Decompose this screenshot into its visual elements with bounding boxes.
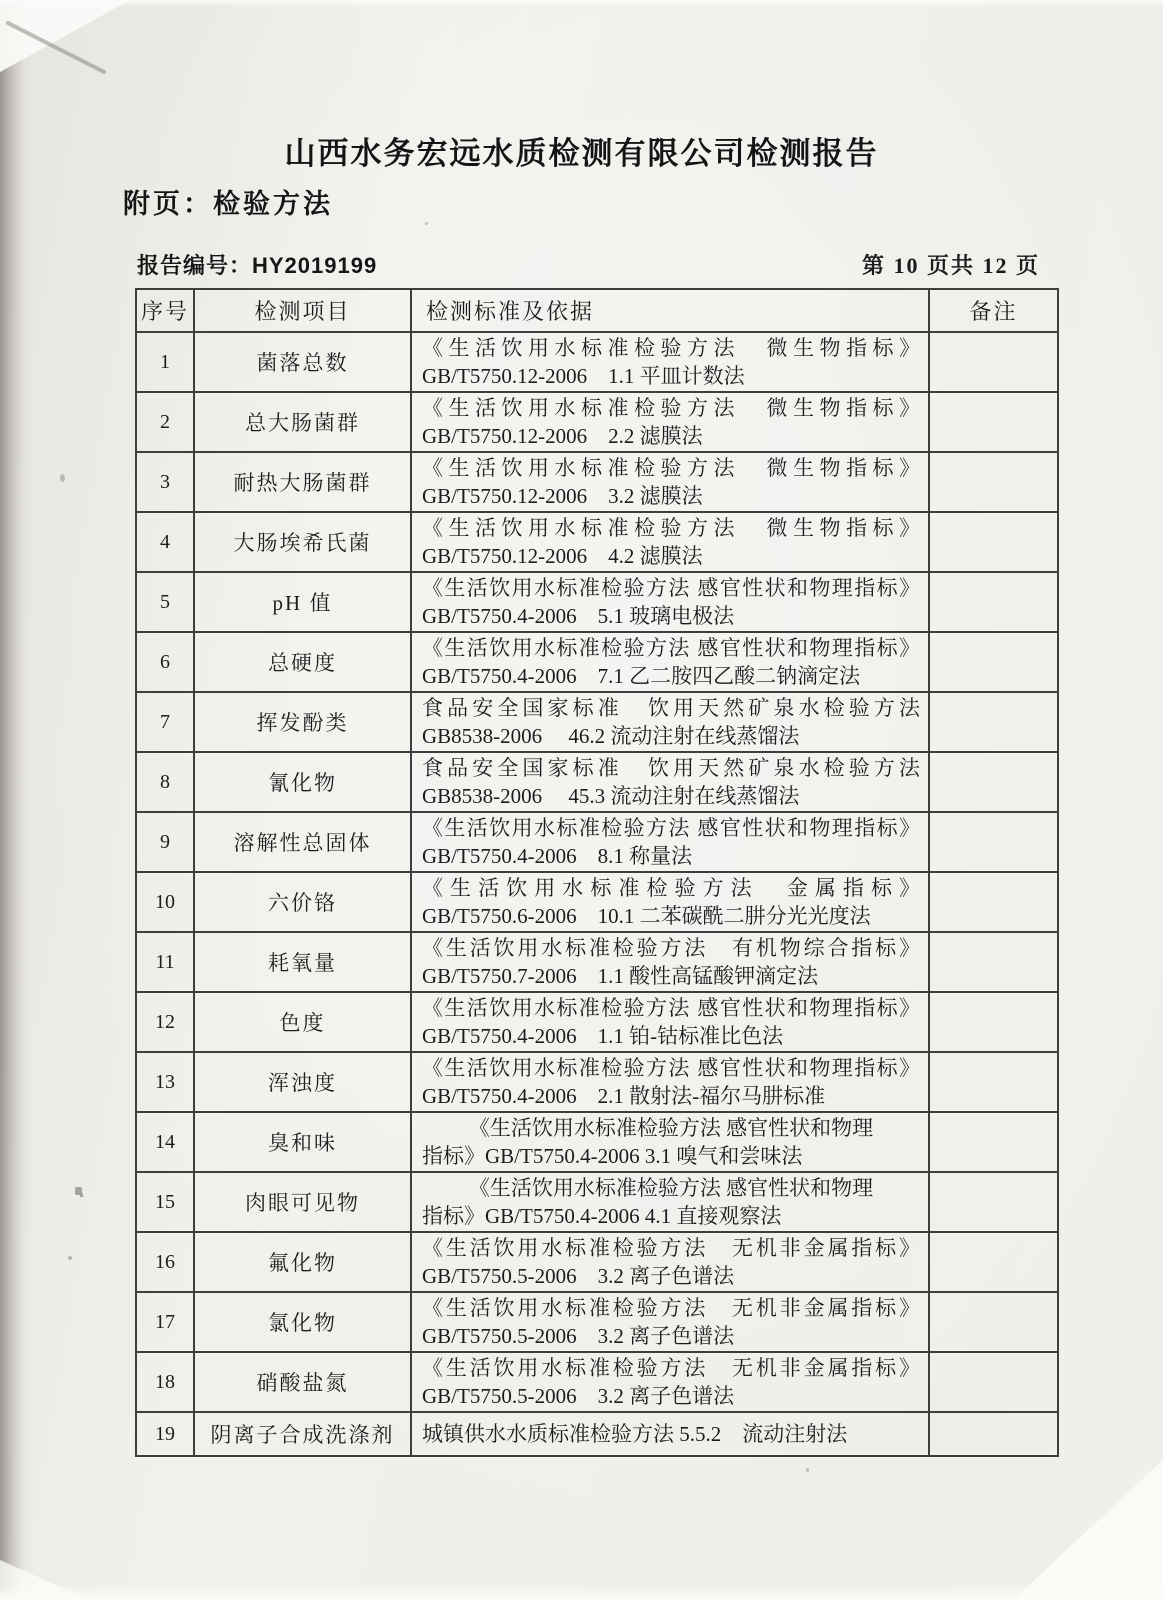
standard-line-2: GB/T5750.6-2006 10.1 二苯碳酰二肼分光光度法: [422, 904, 871, 928]
standard-line-2: GB/T5750.4-2006 5.1 玻璃电极法: [422, 604, 735, 628]
scan-edge-left: [0, 0, 34, 1600]
remark-cell: [929, 1352, 1058, 1412]
standard-line-2: GB/T5750.5-2006 3.2 离子色谱法: [422, 1264, 735, 1288]
remark-cell: [929, 1232, 1058, 1292]
test-item-cell: 氰化物: [194, 752, 411, 812]
remark-cell: [929, 992, 1058, 1052]
test-item-cell: 臭和味: [194, 1112, 411, 1172]
row-serial-number: 4: [136, 512, 194, 572]
standard-line-1: 《生活饮用水标准检验方法 微生物指标》: [422, 456, 920, 480]
header-test-standard: 检测标准及依据: [411, 289, 929, 332]
row-serial-number: 3: [136, 452, 194, 512]
row-serial-number: 11: [136, 932, 194, 992]
standard-line-1: 《生活饮用水标准检验方法 感官性状和物理指标》: [422, 816, 920, 840]
remark-cell: [929, 572, 1058, 632]
remark-cell: [929, 452, 1058, 512]
scan-speck: [75, 1187, 82, 1195]
scan-corner-bottom-left: [0, 1560, 90, 1600]
standard-line-1: 《生活饮用水标准检验方法 感官性状和物理指标》: [422, 996, 920, 1020]
methods-table: [135, 288, 1059, 1457]
standard-line-2: GB/T5750.12-2006 3.2 滤膜法: [422, 484, 703, 508]
remark-cell: [929, 392, 1058, 452]
standard-cell: [411, 812, 929, 872]
header-remark: 备注: [929, 289, 1058, 332]
standard-cell: [411, 452, 929, 512]
report-number: 报告编号：HY2019199: [137, 253, 378, 278]
standard-cell: [411, 1112, 929, 1172]
standard-line-1: 《生活饮用水标准检验方法 微生物指标》: [422, 516, 920, 540]
standard-line-1: 《生活饮用水标准检验方法 无机非金属指标》: [422, 1296, 920, 1320]
test-item-cell: 阴离子合成洗涤剂: [194, 1412, 411, 1456]
header-serial-number: 序号: [136, 289, 194, 332]
standard-line-2: GB/T5750.12-2006 4.2 滤膜法: [422, 544, 703, 568]
table-row: [136, 872, 1058, 932]
table-row: [136, 1232, 1058, 1292]
standard-line-1: 《生活饮用水标准检验方法 微生物指标》: [422, 396, 920, 420]
test-item-cell: 总硬度: [194, 632, 411, 692]
test-item-cell: 总大肠菌群: [194, 392, 411, 452]
test-item-cell: 大肠埃希氏菌: [194, 512, 411, 572]
scan-edge-bottom: [0, 1584, 1163, 1600]
table-row: [136, 1412, 1058, 1456]
test-item-cell: 溶解性总固体: [194, 812, 411, 872]
standard-cell: [411, 1232, 929, 1292]
test-item-cell: 耐热大肠菌群: [194, 452, 411, 512]
scan-speck: [60, 474, 65, 482]
standard-line-1: 《生活饮用水标准检验方法 感官性状和物理: [468, 1176, 874, 1200]
row-serial-number: 1: [136, 332, 194, 392]
standard-line-1: 《生活饮用水标准检验方法 感官性状和物理指标》: [422, 1056, 920, 1080]
scan-edge-top: [0, 0, 1163, 7]
test-item-cell: 氯化物: [194, 1292, 411, 1352]
table-row: [136, 632, 1058, 692]
standard-line-2: GB/T5750.4-2006 2.1 散射法-福尔马肼标准: [422, 1084, 826, 1108]
row-serial-number: 19: [136, 1412, 194, 1456]
standard-line-2: 指标》GB/T5750.4-2006 4.1 直接观察法: [422, 1204, 782, 1228]
row-serial-number: 8: [136, 752, 194, 812]
scan-speck: [68, 1256, 72, 1260]
standard-cell: [411, 752, 929, 812]
standard-line-2: GB8538-2006 45.3 流动注射在线蒸馏法: [422, 784, 800, 808]
row-serial-number: 2: [136, 392, 194, 452]
table-row: [136, 812, 1058, 872]
standard-line-1: 《生活饮用水标准检验方法 微生物指标》: [422, 336, 920, 360]
standard-cell: [411, 992, 929, 1052]
remark-cell: [929, 812, 1058, 872]
meta-row: [137, 249, 1040, 280]
row-serial-number: 7: [136, 692, 194, 752]
table-row: [136, 512, 1058, 572]
standard-line-2: GB/T5750.7-2006 1.1 酸性高锰酸钾滴定法: [422, 964, 819, 988]
row-serial-number: 5: [136, 572, 194, 632]
table-row: [136, 1052, 1058, 1112]
standard-line-2: GB/T5750.5-2006 3.2 离子色谱法: [422, 1384, 735, 1408]
table-row: [136, 692, 1058, 752]
standard-line-1: 《生活饮用水标准检验方法 金属指标》: [422, 876, 920, 900]
test-item-cell: pH 值: [194, 572, 411, 632]
remark-cell: [929, 1412, 1058, 1456]
remark-cell: [929, 1292, 1058, 1352]
header-test-item: 检测项目: [194, 289, 411, 332]
standard-line-1: 《生活饮用水标准检验方法 无机非金属指标》: [422, 1236, 920, 1260]
test-item-cell: 菌落总数: [194, 332, 411, 392]
remark-cell: [929, 692, 1058, 752]
standard-cell: [411, 1052, 929, 1112]
standard-line-2: GB/T5750.4-2006 7.1 乙二胺四乙酸二钠滴定法: [422, 664, 861, 688]
scan-corner-bottom-right: [1013, 1460, 1163, 1600]
remark-cell: [929, 932, 1058, 992]
remark-cell: [929, 1052, 1058, 1112]
scan-speck: [425, 222, 428, 225]
remark-cell: [929, 632, 1058, 692]
standard-line-2: GB/T5750.12-2006 1.1 平皿计数法: [422, 364, 745, 388]
row-serial-number: 15: [136, 1172, 194, 1232]
remark-cell: [929, 872, 1058, 932]
standard-line-1: 食品安全国家标准 饮用天然矿泉水检验方法: [422, 756, 920, 780]
table-row: [136, 992, 1058, 1052]
standard-cell: [411, 512, 929, 572]
report-title: 山西水务宏远水质检测有限公司检测报告: [284, 136, 879, 171]
table-row: [136, 1292, 1058, 1352]
table-row: [136, 332, 1058, 392]
standard-line-1: 《生活饮用水标准检验方法 有机物综合指标》: [422, 936, 920, 960]
table-row: [136, 1172, 1058, 1232]
row-serial-number: 10: [136, 872, 194, 932]
standard-line-1: 食品安全国家标准 饮用天然矿泉水检验方法: [422, 696, 920, 720]
standard-cell: [411, 932, 929, 992]
row-serial-number: 9: [136, 812, 194, 872]
standard-cell: [411, 332, 929, 392]
standard-cell: [411, 1412, 929, 1456]
standard-line-2: GB/T5750.5-2006 3.2 离子色谱法: [422, 1324, 735, 1348]
table-row: [136, 752, 1058, 812]
test-item-cell: 色度: [194, 992, 411, 1052]
test-item-cell: 挥发酚类: [194, 692, 411, 752]
table-body: [136, 332, 1058, 1456]
row-serial-number: 18: [136, 1352, 194, 1412]
remark-cell: [929, 512, 1058, 572]
standard-cell: [411, 872, 929, 932]
row-serial-number: 6: [136, 632, 194, 692]
page-indicator: 第 10 页共 12 页: [861, 253, 1040, 278]
standard-line-1: 城镇供水水质标准检验方法 5.5.2 流动注射法: [422, 1422, 848, 1446]
standard-line-2: GB8538-2006 46.2 流动注射在线蒸馏法: [422, 724, 800, 748]
remark-cell: [929, 332, 1058, 392]
standard-line-2: 指标》GB/T5750.4-2006 3.1 嗅气和尝味法: [422, 1144, 803, 1168]
standard-line-2: GB/T5750.4-2006 1.1 铂-钴标准比色法: [422, 1024, 784, 1048]
test-item-cell: 硝酸盐氮: [194, 1352, 411, 1412]
scan-speck: [806, 1468, 809, 1472]
standard-line-1: 《生活饮用水标准检验方法 感官性状和物理指标》: [422, 576, 920, 600]
standard-line-2: GB/T5750.12-2006 2.2 滤膜法: [422, 424, 703, 448]
standard-line-2: GB/T5750.4-2006 8.1 称量法: [422, 844, 693, 868]
scan-corner-top-left: [0, 0, 130, 72]
test-item-cell: 六价铬: [194, 872, 411, 932]
standard-cell: [411, 692, 929, 752]
table-header-row: [136, 289, 1058, 332]
standard-line-1: 《生活饮用水标准检验方法 无机非金属指标》: [422, 1356, 920, 1380]
standard-line-1: 《生活饮用水标准检验方法 感官性状和物理指标》: [422, 636, 920, 660]
remark-cell: [929, 1172, 1058, 1232]
row-serial-number: 12: [136, 992, 194, 1052]
standard-cell: [411, 632, 929, 692]
remark-cell: [929, 1112, 1058, 1172]
standard-line-1: 《生活饮用水标准检验方法 感官性状和物理: [468, 1116, 874, 1140]
appendix-subtitle: 附页：检验方法: [123, 189, 333, 219]
table-row: [136, 932, 1058, 992]
row-serial-number: 13: [136, 1052, 194, 1112]
table-row: [136, 1352, 1058, 1412]
row-serial-number: 16: [136, 1232, 194, 1292]
standard-cell: [411, 392, 929, 452]
test-item-cell: 氟化物: [194, 1232, 411, 1292]
test-item-cell: 耗氧量: [194, 932, 411, 992]
standard-cell: [411, 1172, 929, 1232]
table-row: [136, 392, 1058, 452]
table-row: [136, 452, 1058, 512]
table-row: [136, 1112, 1058, 1172]
standard-cell: [411, 572, 929, 632]
row-serial-number: 17: [136, 1292, 194, 1352]
table-row: [136, 572, 1058, 632]
test-item-cell: 肉眼可见物: [194, 1172, 411, 1232]
standard-cell: [411, 1352, 929, 1412]
standard-cell: [411, 1292, 929, 1352]
remark-cell: [929, 752, 1058, 812]
test-item-cell: 浑浊度: [194, 1052, 411, 1112]
row-serial-number: 14: [136, 1112, 194, 1172]
